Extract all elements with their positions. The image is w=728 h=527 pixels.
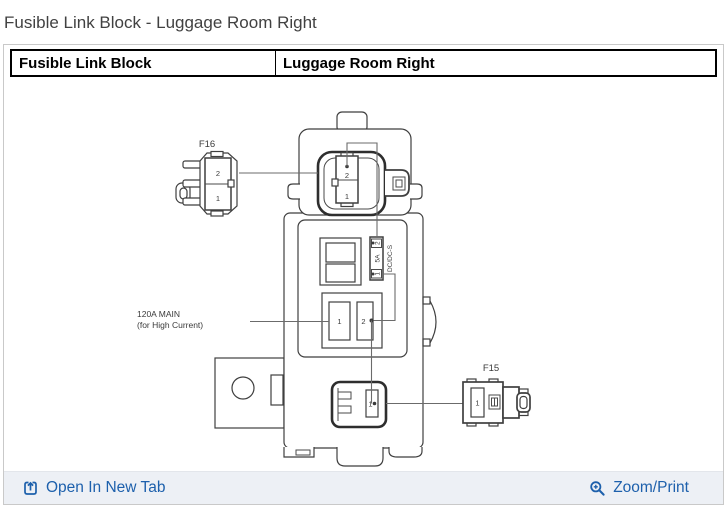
top-connector-pin-1: 1	[344, 192, 350, 201]
bottom-connector-socket	[332, 382, 386, 427]
footer-bar	[4, 471, 723, 504]
main-fuse-slot-2: 2	[361, 317, 366, 326]
fuse-5a-rating: 5A	[374, 254, 382, 263]
page-title: Fusible Link Block - Luggage Room Right	[4, 13, 317, 32]
open-in-new-tab-icon	[22, 480, 39, 497]
main-fuse-label-line2: (for High Current)	[137, 320, 204, 330]
top-connector-pin-2: 2	[344, 171, 350, 180]
content-box	[3, 44, 724, 505]
f15-connector	[463, 363, 530, 426]
header-cell-component: Fusible Link Block	[12, 51, 276, 75]
f16-pin-2: 2	[215, 169, 221, 178]
zoom-print-icon	[589, 480, 606, 497]
f16-pin-1: 1	[215, 194, 221, 203]
zoom-print-label: Zoom/Print	[613, 479, 689, 496]
fuse-5a-pin-1: 1	[374, 271, 382, 276]
fuse-5a-name: DC/DC-S	[387, 244, 395, 273]
open-in-new-tab-link[interactable]	[22, 479, 165, 497]
main-block	[215, 112, 436, 466]
main-fuse-slot-1: 1	[337, 317, 342, 326]
fusible-link-block-diagram	[4, 45, 723, 504]
bottom-connector-pin-1: 1	[368, 399, 373, 409]
f15-label: F15	[482, 363, 500, 374]
main-fuse-label-line1: 120A MAIN	[137, 309, 180, 319]
zoom-print-link[interactable]	[589, 479, 689, 497]
f15-pin-1: 1	[475, 398, 480, 408]
header-cell-location: Luggage Room Right	[283, 54, 435, 72]
open-in-new-tab-label: Open In New Tab	[46, 479, 166, 496]
main-fuse-callout	[137, 309, 203, 330]
f16-label: F16	[198, 139, 216, 150]
fuse-5a-pin-2: 2	[374, 241, 382, 246]
f16-connector	[176, 139, 237, 216]
